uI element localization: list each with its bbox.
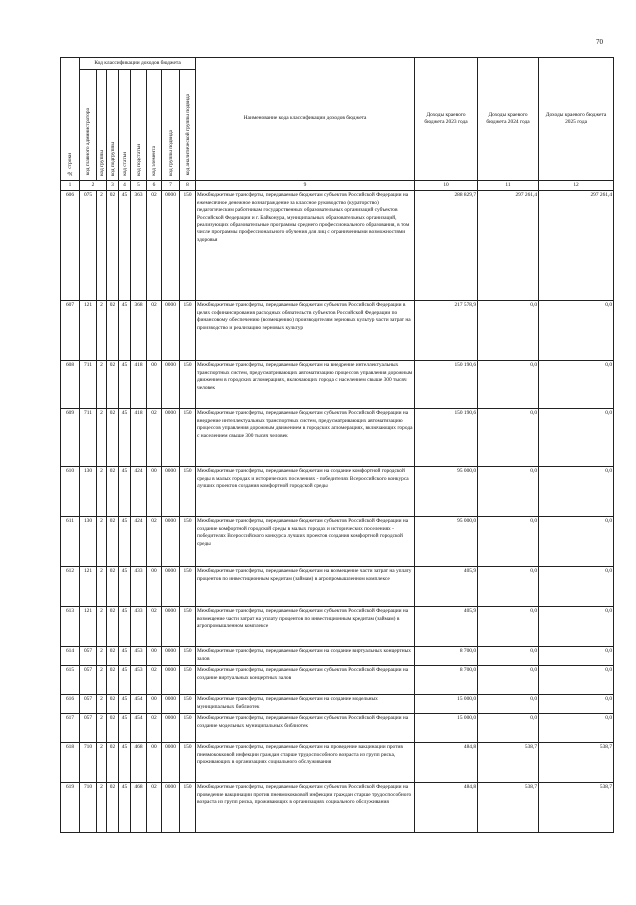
revenue-2023-cell: 8 700,0 xyxy=(415,666,478,695)
col-num: 3 xyxy=(107,181,119,191)
row-number-cell: 614 xyxy=(61,647,80,666)
code-subgroup-cell: 02 xyxy=(107,647,119,666)
code-subtype-group-cell: 0000 xyxy=(162,714,180,743)
code-admin-cell: 057 xyxy=(80,647,97,666)
code-article-cell: 45 xyxy=(119,567,131,607)
header-code-subarticle: код подстатьи xyxy=(131,70,147,181)
revenue-2024-cell: 538,7 xyxy=(478,783,539,833)
code-article-cell: 45 xyxy=(119,695,131,714)
code-element-cell: 02 xyxy=(147,783,162,833)
col-num: 9 xyxy=(196,181,415,191)
code-analytic-group-cell: 150 xyxy=(180,567,196,607)
code-element-cell: 00 xyxy=(147,695,162,714)
code-subgroup-cell: 02 xyxy=(107,714,119,743)
code-group-cell: 2 xyxy=(97,666,107,695)
code-group-cell: 2 xyxy=(97,301,107,361)
code-subtype-group-cell: 0000 xyxy=(162,743,180,783)
header-code-subtype-group: код группы подвида xyxy=(162,70,180,181)
revenue-2025-cell: 0,0 xyxy=(539,409,614,467)
income-name-cell: Межбюджетные трансферты, передаваемые бюджетам субъектов Российской Федерации на возмещение части затрат на уплату процентов по инвестиционным кредитам (займам) в агропромышленном комплексе xyxy=(196,607,415,647)
income-name-cell: Межбюджетные трансферты, передаваемые бюджетам на создание комфортной городской среды в малых городах и исторических поселениях - победителях Всероссийского конкурса лучших проектов создания комфортной городской среды xyxy=(196,467,415,517)
income-name-cell: Межбюджетные трансферты, передаваемые бюджетам на возмещение части затрат на уплату процентов по инвестиционным кредитам (займам) в агропромышленном комплексе xyxy=(196,567,415,607)
code-analytic-group-cell: 150 xyxy=(180,409,196,467)
row-number-cell: 617 xyxy=(61,714,80,743)
revenue-2025-cell: 297 261,4 xyxy=(539,191,614,301)
col-num: 8 xyxy=(180,181,196,191)
code-group-cell: 2 xyxy=(97,567,107,607)
revenue-2024-cell: 0,0 xyxy=(478,361,539,409)
code-element-cell: 02 xyxy=(147,301,162,361)
table-row xyxy=(61,783,614,833)
code-analytic-group-cell: 150 xyxy=(180,301,196,361)
code-admin-cell: 711 xyxy=(80,409,97,467)
code-subgroup-cell: 02 xyxy=(107,191,119,301)
code-subarticle-cell: 454 xyxy=(131,714,147,743)
revenue-2025-cell: 0,0 xyxy=(539,517,614,567)
code-admin-cell: 057 xyxy=(80,695,97,714)
table-row xyxy=(61,714,614,743)
code-subarticle-cell: 424 xyxy=(131,467,147,517)
col-num: 1 xyxy=(61,181,80,191)
code-admin-cell: 121 xyxy=(80,567,97,607)
code-element-cell: 00 xyxy=(147,647,162,666)
code-group-cell: 2 xyxy=(97,409,107,467)
revenue-2023-cell: 405,9 xyxy=(415,567,478,607)
code-admin-cell: 130 xyxy=(80,517,97,567)
table-row xyxy=(61,666,614,695)
code-admin-cell: 710 xyxy=(80,743,97,783)
revenue-2024-cell: 0,0 xyxy=(478,517,539,567)
code-group-cell: 2 xyxy=(97,714,107,743)
income-name-cell: Межбюджетные трансферты, передаваемые бюджетам на создание виртуальных концертных залов xyxy=(196,647,415,666)
revenue-2023-cell: 405,9 xyxy=(415,607,478,647)
code-article-cell: 45 xyxy=(119,666,131,695)
code-analytic-group-cell: 150 xyxy=(180,783,196,833)
code-subtype-group-cell: 0000 xyxy=(162,666,180,695)
code-subarticle-cell: 468 xyxy=(131,783,147,833)
income-name-cell: Межбюджетные трансферты, передаваемые бюджетам на создание модельных муниципальных библиотек xyxy=(196,695,415,714)
code-subtype-group-cell: 0000 xyxy=(162,783,180,833)
code-article-cell: 45 xyxy=(119,517,131,567)
code-analytic-group-cell: 150 xyxy=(180,695,196,714)
budget-revenue-table xyxy=(60,57,614,833)
page-number: 70 xyxy=(596,38,603,46)
revenue-2024-cell: 0,0 xyxy=(478,409,539,467)
col-num: 4 xyxy=(119,181,131,191)
code-subtype-group-cell: 0000 xyxy=(162,301,180,361)
code-analytic-group-cell: 150 xyxy=(180,517,196,567)
code-subgroup-cell: 02 xyxy=(107,467,119,517)
revenue-2024-cell: 538,7 xyxy=(478,743,539,783)
code-subgroup-cell: 02 xyxy=(107,361,119,409)
revenue-2025-cell: 0,0 xyxy=(539,714,614,743)
table-row xyxy=(61,517,614,567)
table-row xyxy=(61,467,614,517)
revenue-2023-cell: 15 000,0 xyxy=(415,695,478,714)
header-code-article: код статьи xyxy=(119,70,131,181)
code-analytic-group-cell: 150 xyxy=(180,607,196,647)
code-admin-cell: 057 xyxy=(80,714,97,743)
revenue-2024-cell: 0,0 xyxy=(478,666,539,695)
code-subtype-group-cell: 0000 xyxy=(162,647,180,666)
row-number-cell: 606 xyxy=(61,191,80,301)
revenue-2025-cell: 0,0 xyxy=(539,607,614,647)
row-number-cell: 613 xyxy=(61,607,80,647)
revenue-2023-cell: 150 190,6 xyxy=(415,409,478,467)
header-2024: Доходы краевого бюджета 2024 года xyxy=(478,58,539,181)
revenue-2024-cell: 0,0 xyxy=(478,567,539,607)
header-2025: Доходы краевого бюджета 2025 года xyxy=(539,58,614,181)
table-row xyxy=(61,301,614,361)
code-article-cell: 45 xyxy=(119,191,131,301)
row-number-cell: 607 xyxy=(61,301,80,361)
col-num: 5 xyxy=(131,181,147,191)
code-element-cell: 00 xyxy=(147,567,162,607)
code-element-cell: 02 xyxy=(147,517,162,567)
revenue-2023-cell: 288 829,7 xyxy=(415,191,478,301)
code-subtype-group-cell: 0000 xyxy=(162,607,180,647)
code-analytic-group-cell: 150 xyxy=(180,743,196,783)
revenue-2023-cell: 95 000,0 xyxy=(415,467,478,517)
code-article-cell: 45 xyxy=(119,409,131,467)
table-row xyxy=(61,743,614,783)
code-subarticle-cell: 418 xyxy=(131,409,147,467)
col-num: 6 xyxy=(147,181,162,191)
code-subgroup-cell: 02 xyxy=(107,409,119,467)
code-subgroup-cell: 02 xyxy=(107,607,119,647)
code-admin-cell: 130 xyxy=(80,467,97,517)
revenue-2025-cell: 0,0 xyxy=(539,695,614,714)
code-element-cell: 02 xyxy=(147,409,162,467)
revenue-2025-cell: 538,7 xyxy=(539,783,614,833)
table-row xyxy=(61,647,614,666)
revenue-2023-cell: 484,8 xyxy=(415,783,478,833)
income-name-cell: Межбюджетные трансферты, передаваемые бюджетам субъектов Российской Федерации в целях софинансирования расходных обязательств субъектов Российской Федерации по финансовому обеспечению (возмещению) производителям зерновых культур части затрат на производство и реализацию зерновых культур xyxy=(196,301,415,361)
code-subarticle-cell: 433 xyxy=(131,607,147,647)
header-2023: Доходы краевого бюджета 2023 года xyxy=(415,58,478,181)
code-element-cell: 02 xyxy=(147,191,162,301)
code-analytic-group-cell: 150 xyxy=(180,714,196,743)
code-admin-cell: 075 xyxy=(80,191,97,301)
revenue-2023-cell: 15 000,0 xyxy=(415,714,478,743)
code-group-cell: 2 xyxy=(97,695,107,714)
code-article-cell: 45 xyxy=(119,301,131,361)
code-analytic-group-cell: 150 xyxy=(180,361,196,409)
code-element-cell: 00 xyxy=(147,361,162,409)
header-code-element: код элемента xyxy=(147,70,162,181)
income-name-cell: Межбюджетные трансферты, передаваемые бюджетам на проведение вакцинации против пневмококковой инфекции граждан старше трудоспособного возраста из групп риска, проживающих в организациях социального обслуживания xyxy=(196,743,415,783)
code-element-cell: 02 xyxy=(147,666,162,695)
income-name-cell: Межбюджетные трансферты, передаваемые бюджетам субъектов Российской Федерации на проведение вакцинации против пневмококковой инфекции граждан старше трудоспособного возраста из групп риска, проживающих в организациях социального обслуживания xyxy=(196,783,415,833)
code-subgroup-cell: 02 xyxy=(107,695,119,714)
revenue-2023-cell: 484,8 xyxy=(415,743,478,783)
revenue-2024-cell: 0,0 xyxy=(478,647,539,666)
header-code-admin: код главного администратора xyxy=(80,70,97,181)
code-article-cell: 45 xyxy=(119,783,131,833)
row-number-cell: 611 xyxy=(61,517,80,567)
row-number-cell: 619 xyxy=(61,783,80,833)
revenue-2024-cell: 0,0 xyxy=(478,467,539,517)
code-group-cell: 2 xyxy=(97,361,107,409)
code-group-cell: 2 xyxy=(97,517,107,567)
table-row xyxy=(61,191,614,301)
code-subgroup-cell: 02 xyxy=(107,783,119,833)
code-subtype-group-cell: 0000 xyxy=(162,467,180,517)
revenue-2023-cell: 150 190,6 xyxy=(415,361,478,409)
code-subarticle-cell: 433 xyxy=(131,567,147,607)
column-number-row xyxy=(61,181,614,191)
row-number-cell: 616 xyxy=(61,695,80,714)
code-subtype-group-cell: 0000 xyxy=(162,695,180,714)
col-num: 10 xyxy=(415,181,478,191)
code-subtype-group-cell: 0000 xyxy=(162,517,180,567)
code-group-cell: 2 xyxy=(97,607,107,647)
code-subtype-group-cell: 0000 xyxy=(162,409,180,467)
income-name-cell: Межбюджетные трансферты, передаваемые бюджетам субъектов Российской Федерации на создание комфортной городской среды в малых городах и исторических поселениях - победителях Всероссийского конкурса лучших проектов создания комфортной городской среды xyxy=(196,517,415,567)
code-element-cell: 00 xyxy=(147,743,162,783)
code-group-cell: 2 xyxy=(97,467,107,517)
row-number-cell: 612 xyxy=(61,567,80,607)
code-article-cell: 45 xyxy=(119,361,131,409)
col-num: 12 xyxy=(539,181,614,191)
code-subarticle-cell: 453 xyxy=(131,666,147,695)
header-row-number: № строки xyxy=(61,58,80,181)
header-code-group-col: код группы xyxy=(97,70,107,181)
row-number-cell: 610 xyxy=(61,467,80,517)
code-admin-cell: 710 xyxy=(80,783,97,833)
code-subtype-group-cell: 0000 xyxy=(162,567,180,607)
code-admin-cell: 711 xyxy=(80,361,97,409)
revenue-2024-cell: 0,0 xyxy=(478,714,539,743)
code-subarticle-cell: 418 xyxy=(131,361,147,409)
code-group-cell: 2 xyxy=(97,647,107,666)
revenue-2023-cell: 217 578,9 xyxy=(415,301,478,361)
code-analytic-group-cell: 150 xyxy=(180,666,196,695)
revenue-2025-cell: 538,7 xyxy=(539,743,614,783)
code-subtype-group-cell: 0000 xyxy=(162,361,180,409)
revenue-2025-cell: 0,0 xyxy=(539,361,614,409)
col-num: 7 xyxy=(162,181,180,191)
row-number-cell: 609 xyxy=(61,409,80,467)
code-admin-cell: 121 xyxy=(80,301,97,361)
table-row xyxy=(61,567,614,607)
code-group-cell: 2 xyxy=(97,783,107,833)
row-number-cell: 618 xyxy=(61,743,80,783)
table-row xyxy=(61,361,614,409)
code-subarticle-cell: 468 xyxy=(131,743,147,783)
code-subgroup-cell: 02 xyxy=(107,567,119,607)
income-name-cell: Межбюджетные трансферты, передаваемые бюджетам субъектов Российской Федерации на создание виртуальных концертных залов xyxy=(196,666,415,695)
code-subarticle-cell: 453 xyxy=(131,647,147,666)
code-subarticle-cell: 454 xyxy=(131,695,147,714)
revenue-2024-cell: 0,0 xyxy=(478,695,539,714)
code-subgroup-cell: 02 xyxy=(107,301,119,361)
code-subarticle-cell: 424 xyxy=(131,517,147,567)
row-number-cell: 608 xyxy=(61,361,80,409)
header-name: Наименование кода классификации доходов бюджета xyxy=(196,58,415,181)
income-name-cell: Межбюджетные трансферты, передаваемые бюджетам субъектов Российской Федерации на ежемесячное денежное вознаграждение за классное руководство (кураторство) педагогическим работникам государственных образовательных организаций субъектов Российской Федерации и г. Байконура, муниципальных образовательных организаций, реализующих образовательные программы среднего профессионального образования, в том числе программы профессионального обучения для лиц с ограниченными возможностями здоровья xyxy=(196,191,415,301)
header-code-analytic-group: код аналитической группы подвида xyxy=(180,70,196,181)
revenue-2025-cell: 0,0 xyxy=(539,567,614,607)
row-number-cell: 615 xyxy=(61,666,80,695)
header-code-group: Код классификации доходов бюджета xyxy=(80,58,196,70)
code-article-cell: 45 xyxy=(119,647,131,666)
code-subarticle-cell: 363 xyxy=(131,191,147,301)
revenue-2025-cell: 0,0 xyxy=(539,301,614,361)
code-element-cell: 02 xyxy=(147,714,162,743)
income-name-cell: Межбюджетные трансферты, передаваемые бюджетам субъектов Российской Федерации на внедрение интеллектуальных транспортных систем, предусматривающих автоматизацию процессов управления дорожным движением в городских агломерациях, включающих города с населением свыше 300 тысяч человек xyxy=(196,409,415,467)
code-analytic-group-cell: 150 xyxy=(180,647,196,666)
code-analytic-group-cell: 150 xyxy=(180,191,196,301)
table-row xyxy=(61,409,614,467)
revenue-2025-cell: 0,0 xyxy=(539,467,614,517)
code-subgroup-cell: 02 xyxy=(107,743,119,783)
code-admin-cell: 057 xyxy=(80,666,97,695)
code-admin-cell: 121 xyxy=(80,607,97,647)
revenue-2025-cell: 0,0 xyxy=(539,647,614,666)
header-code-subgroup: код подгруппы xyxy=(107,70,119,181)
code-subgroup-cell: 02 xyxy=(107,666,119,695)
table-row xyxy=(61,695,614,714)
code-subarticle-cell: 368 xyxy=(131,301,147,361)
revenue-2024-cell: 297 261,4 xyxy=(478,191,539,301)
table-row xyxy=(61,607,614,647)
income-name-cell: Межбюджетные трансферты, передаваемые бюджетам на внедрение интеллектуальных транспортных систем, предусматривающих автоматизацию процессов управления дорожным движением в городских агломерациях, включающих города с населением свыше 300 тысяч человек xyxy=(196,361,415,409)
code-group-cell: 2 xyxy=(97,191,107,301)
code-article-cell: 45 xyxy=(119,467,131,517)
code-article-cell: 45 xyxy=(119,714,131,743)
revenue-2024-cell: 0,0 xyxy=(478,607,539,647)
col-num: 11 xyxy=(478,181,539,191)
code-subtype-group-cell: 0000 xyxy=(162,191,180,301)
col-num: 2 xyxy=(80,181,107,191)
income-name-cell: Межбюджетные трансферты, передаваемые бюджетам субъектов Российской Федерации на создание модельных муниципальных библиотек xyxy=(196,714,415,743)
revenue-2024-cell: 0,0 xyxy=(478,301,539,361)
revenue-2023-cell: 8 700,0 xyxy=(415,647,478,666)
code-subgroup-cell: 02 xyxy=(107,517,119,567)
revenue-2023-cell: 95 000,0 xyxy=(415,517,478,567)
code-article-cell: 45 xyxy=(119,743,131,783)
code-analytic-group-cell: 150 xyxy=(180,467,196,517)
revenue-2025-cell: 0,0 xyxy=(539,666,614,695)
code-element-cell: 02 xyxy=(147,607,162,647)
code-group-cell: 2 xyxy=(97,743,107,783)
code-element-cell: 00 xyxy=(147,467,162,517)
code-article-cell: 45 xyxy=(119,607,131,647)
